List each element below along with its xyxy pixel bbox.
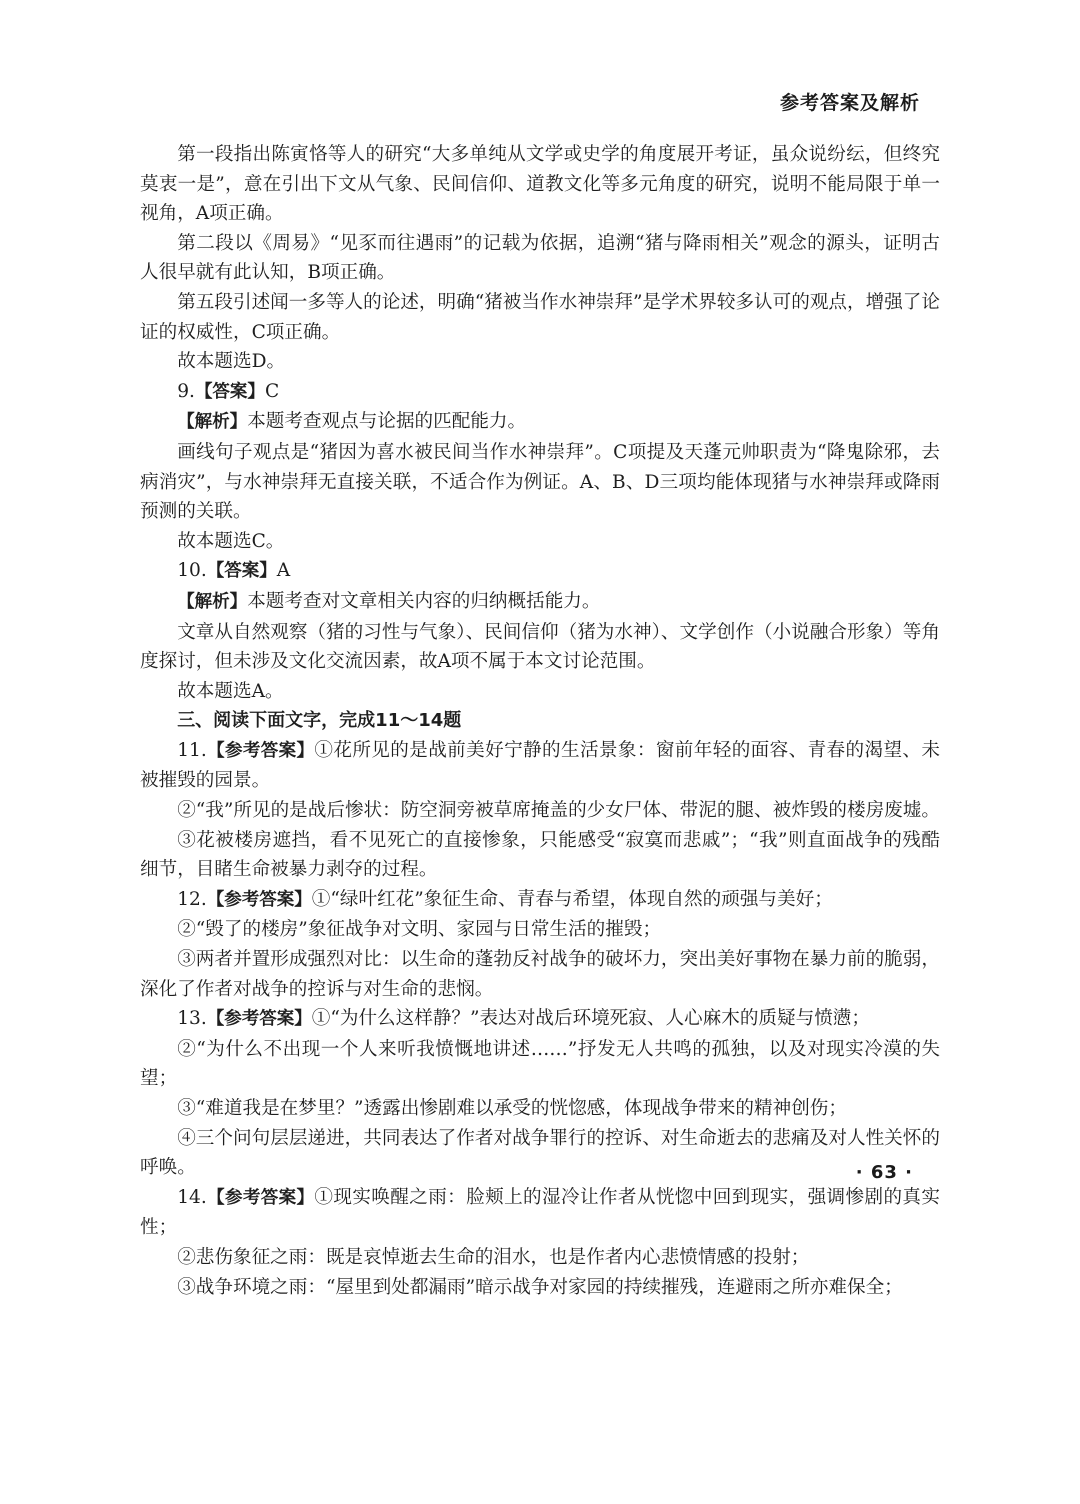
question-number: 13. (177, 1008, 207, 1030)
paragraph-text: ③花被楼房遮挡，看不见死亡的直接惨象，只能感受“寂寞而悲戚”；“我”则直面战争的残酷细节，目睹生命被暴力剥夺的过程。 (140, 829, 940, 881)
paragraph (140, 945, 940, 1004)
paragraph-text: 故本题选D。 (177, 351, 286, 373)
paragraph-text: 第二段以《周易》“见豕而往遇雨”的记载为依据，追溯“猪与降雨相关”观念的源头，证明古人很早就有此认知，B项正确。 (140, 232, 940, 284)
answer-item (140, 736, 940, 796)
paragraph-text: 本题考查观点与论据的匹配能力。 (247, 411, 527, 433)
paragraph (140, 618, 940, 677)
question-number: 10. (177, 560, 207, 582)
paragraph-text: ②“我”所见的是战后惨状：防空洞旁被草席掩盖的少女尸体、带泥的腿、被炸毁的楼房废墟。 (177, 800, 940, 822)
paragraph-text: ②“毁了的楼房”象征战争对文明、家园与日常生活的摧毁； (177, 919, 662, 941)
paragraph-text: A (276, 560, 291, 582)
paragraph-text: ①“绿叶红花”象征生命、青春与希望，体现自然的顽强与美好； (311, 888, 833, 910)
paragraph (140, 915, 940, 945)
paragraph-text: 文章从自然观察（猪的习性与气象）、民间信仰（猪为水神）、文学创作（小说融合形象）等角度探讨，但未涉及文化交流因素，故A项不属于本文讨论范围。 (140, 621, 940, 673)
answer-tag: 【参考答案】 (206, 1187, 315, 1208)
section-heading (140, 706, 940, 736)
page-number: · 63 · (855, 1162, 913, 1183)
paragraph-text: 故本题选A。 (177, 680, 284, 702)
paragraph (140, 140, 940, 229)
paragraph (140, 796, 940, 826)
section-heading-text: 三、阅读下面文字，完成11～14题 (177, 710, 462, 732)
paragraph (140, 347, 940, 377)
paragraph-text: 第一段指出陈寅恪等人的研究“大多单纯从文学或史学的角度展开考证，虽众说纷纭，但终究莫衷一是”，意在引出下文从气象、民间信仰、道教文化等多元角度的研究，说明不能局限于单一视角，A项正确。 (140, 144, 940, 225)
answer-item (140, 377, 940, 408)
answer-item (140, 1004, 940, 1035)
answer-tag: 【参考答案】 (206, 1009, 312, 1030)
paragraph (140, 1094, 940, 1124)
answer-tag: 【解析】 (177, 591, 248, 612)
paragraph-text: 画线句子观点是“猪因为喜水被民间当作水神崇拜”。C项提及天蓬元帅职责为“降鬼除邪，去病消灾”，与水神崇拜无直接关联，不适合作为例证。A、B、D三项均能体现猪与水神崇拜或降雨预测的关联。 (140, 441, 940, 523)
paragraph-text: C (264, 380, 280, 402)
paragraph (140, 1273, 940, 1303)
answer-item (140, 407, 940, 438)
paragraph (140, 527, 940, 557)
answer-tag: 【答案】 (206, 561, 277, 582)
paragraph (140, 1035, 940, 1094)
answer-content (140, 140, 940, 1302)
paragraph-text: ②“为什么不出现一个人来听我愤慨地讲述……”抒发无人共鸣的孤独，以及对现实冷漠的失望； (140, 1038, 940, 1090)
paragraph-text: ③战争环境之雨：“屋里到处都漏雨”暗示战争对家园的持续摧残，连避雨之所亦难保全； (177, 1276, 903, 1298)
answer-item (140, 1183, 940, 1243)
paragraph-text: ①花所见的是战前美好宁静的生活景象：窗前年轻的面容、青春的渴望、未被摧毁的园景。 (140, 739, 940, 792)
header-title: 参考答案及解析 (779, 92, 920, 114)
question-number: 11. (177, 739, 207, 761)
answer-tag: 【参考答案】 (206, 889, 312, 910)
answer-item (140, 587, 940, 618)
paragraph (140, 438, 940, 527)
answer-tag: 【解析】 (177, 412, 248, 433)
answer-item (140, 556, 940, 587)
paragraph-text: 本题考查对文章相关内容的归纳概括能力。 (247, 590, 601, 612)
paragraph (140, 1124, 940, 1183)
paragraph (140, 677, 940, 707)
paragraph (140, 1243, 940, 1273)
answer-tag: 【参考答案】 (206, 740, 315, 761)
paragraph-text: ③“难道我是在梦里？”透露出惨剧难以承受的恍惚感，体现战争带来的精神创伤； (177, 1098, 847, 1119)
paragraph-text: ④三个问句层层递进，共同表达了作者对战争罪行的控诉、对生命逝去的悲痛及对人性关怀的呼唤。 (140, 1127, 940, 1179)
answer-tag: 【答案】 (194, 381, 265, 402)
paragraph-text: ②悲伤象征之雨：既是哀悼逝去生命的泪水，也是作者内心悲愤情感的投射； (177, 1246, 810, 1268)
paragraph-text: 故本题选C。 (177, 530, 285, 552)
paragraph (140, 288, 940, 347)
paragraph-text: 第五段引述闻一多等人的论述，明确“猪被当作水神崇拜”是学术界较多认可的观点，增强了论证的权威性，C项正确。 (140, 291, 940, 343)
paragraph-text: ①现实唤醒之雨：脸颊上的湿冷让作者从恍惚中回到现实，强调惨剧的真实性； (140, 1186, 940, 1239)
question-number: 12. (177, 888, 207, 910)
answer-item (140, 885, 940, 916)
paragraph-text: ③两者并置形成强烈对比：以生命的蓬勃反衬战争的破坏力，突出美好事物在暴力前的脆弱，深化了作者对战争的控诉与对生命的悲悯。 (140, 949, 940, 1000)
paragraph (140, 229, 940, 288)
question-number: 14. (177, 1186, 207, 1208)
paragraph (140, 826, 940, 885)
question-number: 9. (177, 380, 195, 402)
paragraph-text: ①“为什么这样静？”表达对战后环境死寂、人心麻木的质疑与愤懑； (311, 1008, 870, 1030)
